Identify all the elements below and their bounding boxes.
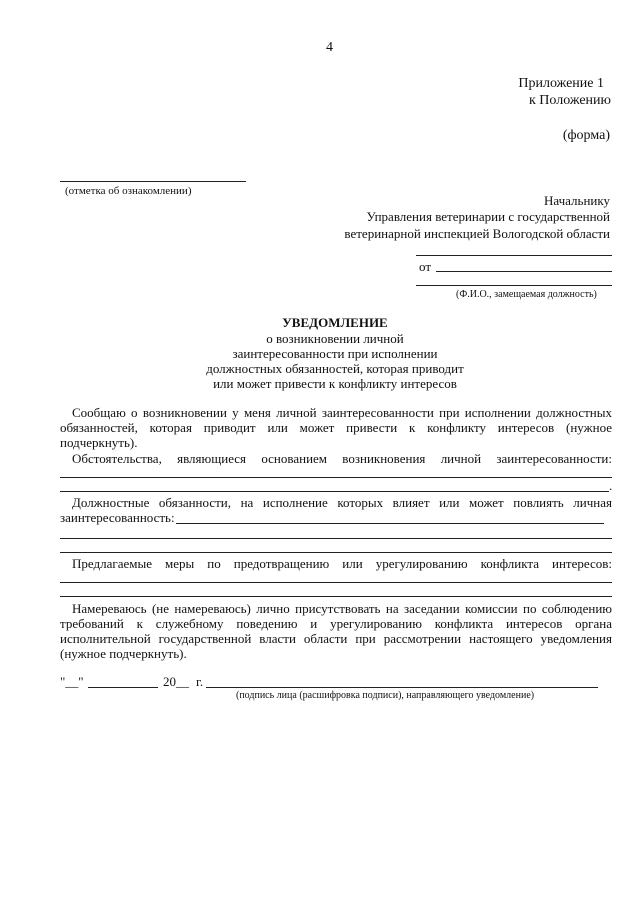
ack-caption: (отметка об ознакомлении) — [65, 185, 192, 197]
circumstances-line2 — [60, 491, 609, 492]
date-year: 20__ — [163, 674, 189, 689]
date-day: "__" — [60, 674, 84, 689]
addressee-blank-line2 — [416, 285, 612, 286]
addressee-blank-line1 — [416, 255, 612, 256]
notice-subtitle-1: о возникновении личной — [266, 331, 404, 346]
p3-line1: Должностные обязанности, на исполнение которых влияет или может повлиять личная — [72, 495, 612, 510]
p5-line1: Намереваюсь (не намереваюсь) лично присутствовать на заседании комиссии по соблюдению — [72, 601, 612, 616]
p2-line1: Обстоятельства, являющиеся основанием возникновения личной заинтересованности: — [72, 451, 612, 466]
addressee-line1: Начальнику — [543, 193, 610, 208]
measures-line1 — [60, 582, 612, 583]
date-month-line — [88, 687, 158, 688]
p3-line2: заинтересованность: — [60, 510, 175, 525]
p5-line2: требований к служебному поведению и урегулированию конфликта интересов органа — [60, 616, 612, 631]
measures-line2 — [60, 596, 612, 597]
p5-line3: исполнительной государственной власти области при рассмотрении настоящего уведомления — [60, 631, 612, 646]
p4-line1: Предлагаемые меры по предотвращению или урегулированию конфликта интересов: — [72, 556, 612, 571]
from-label: от — [419, 259, 432, 274]
circumstances-period: . — [609, 478, 613, 493]
circumstances-line1 — [60, 477, 612, 478]
addressee-line2: Управления ветеринарии с государственной — [366, 209, 610, 224]
ack-line — [60, 181, 246, 182]
duties-line2 — [60, 538, 612, 539]
signature-caption: (подпись лица (расшифровка подписи), направляющего уведомление) — [236, 690, 535, 701]
notice-subtitle-2: заинтересованности при исполнении — [232, 346, 438, 361]
page-number: 4 — [326, 40, 333, 55]
appendix-line2: к Положению — [528, 93, 611, 108]
appendix-line1: Приложение 1 — [518, 76, 604, 91]
from-blank-line — [436, 271, 612, 272]
notice-title: УВЕДОМЛЕНИЕ — [282, 315, 388, 330]
p1-line1: Сообщаю о возникновении у меня личной заинтересованности при исполнении должностных — [72, 405, 612, 420]
p1-line3: подчеркнуть). — [60, 435, 138, 450]
signature-line — [206, 687, 598, 688]
addressee-line3: ветеринарной инспекцией Вологодской области — [344, 226, 610, 241]
p1-line2: обязанностей, которая приводит или может привести к конфликту интересов (нужное — [60, 420, 612, 435]
appendix-form-label: (форма) — [562, 128, 610, 143]
duties-line3 — [60, 552, 612, 553]
p5-line4: (нужное подчеркнуть). — [60, 646, 187, 661]
notice-subtitle-3: должностных обязанностей, которая приводит — [206, 361, 464, 376]
date-year-suffix: г. — [196, 674, 204, 689]
notice-subtitle-4: или может привести к конфликту интересов — [213, 376, 457, 391]
fio-caption: (Ф.И.О., замещаемая должность) — [456, 289, 597, 300]
duties-line1 — [176, 523, 604, 524]
